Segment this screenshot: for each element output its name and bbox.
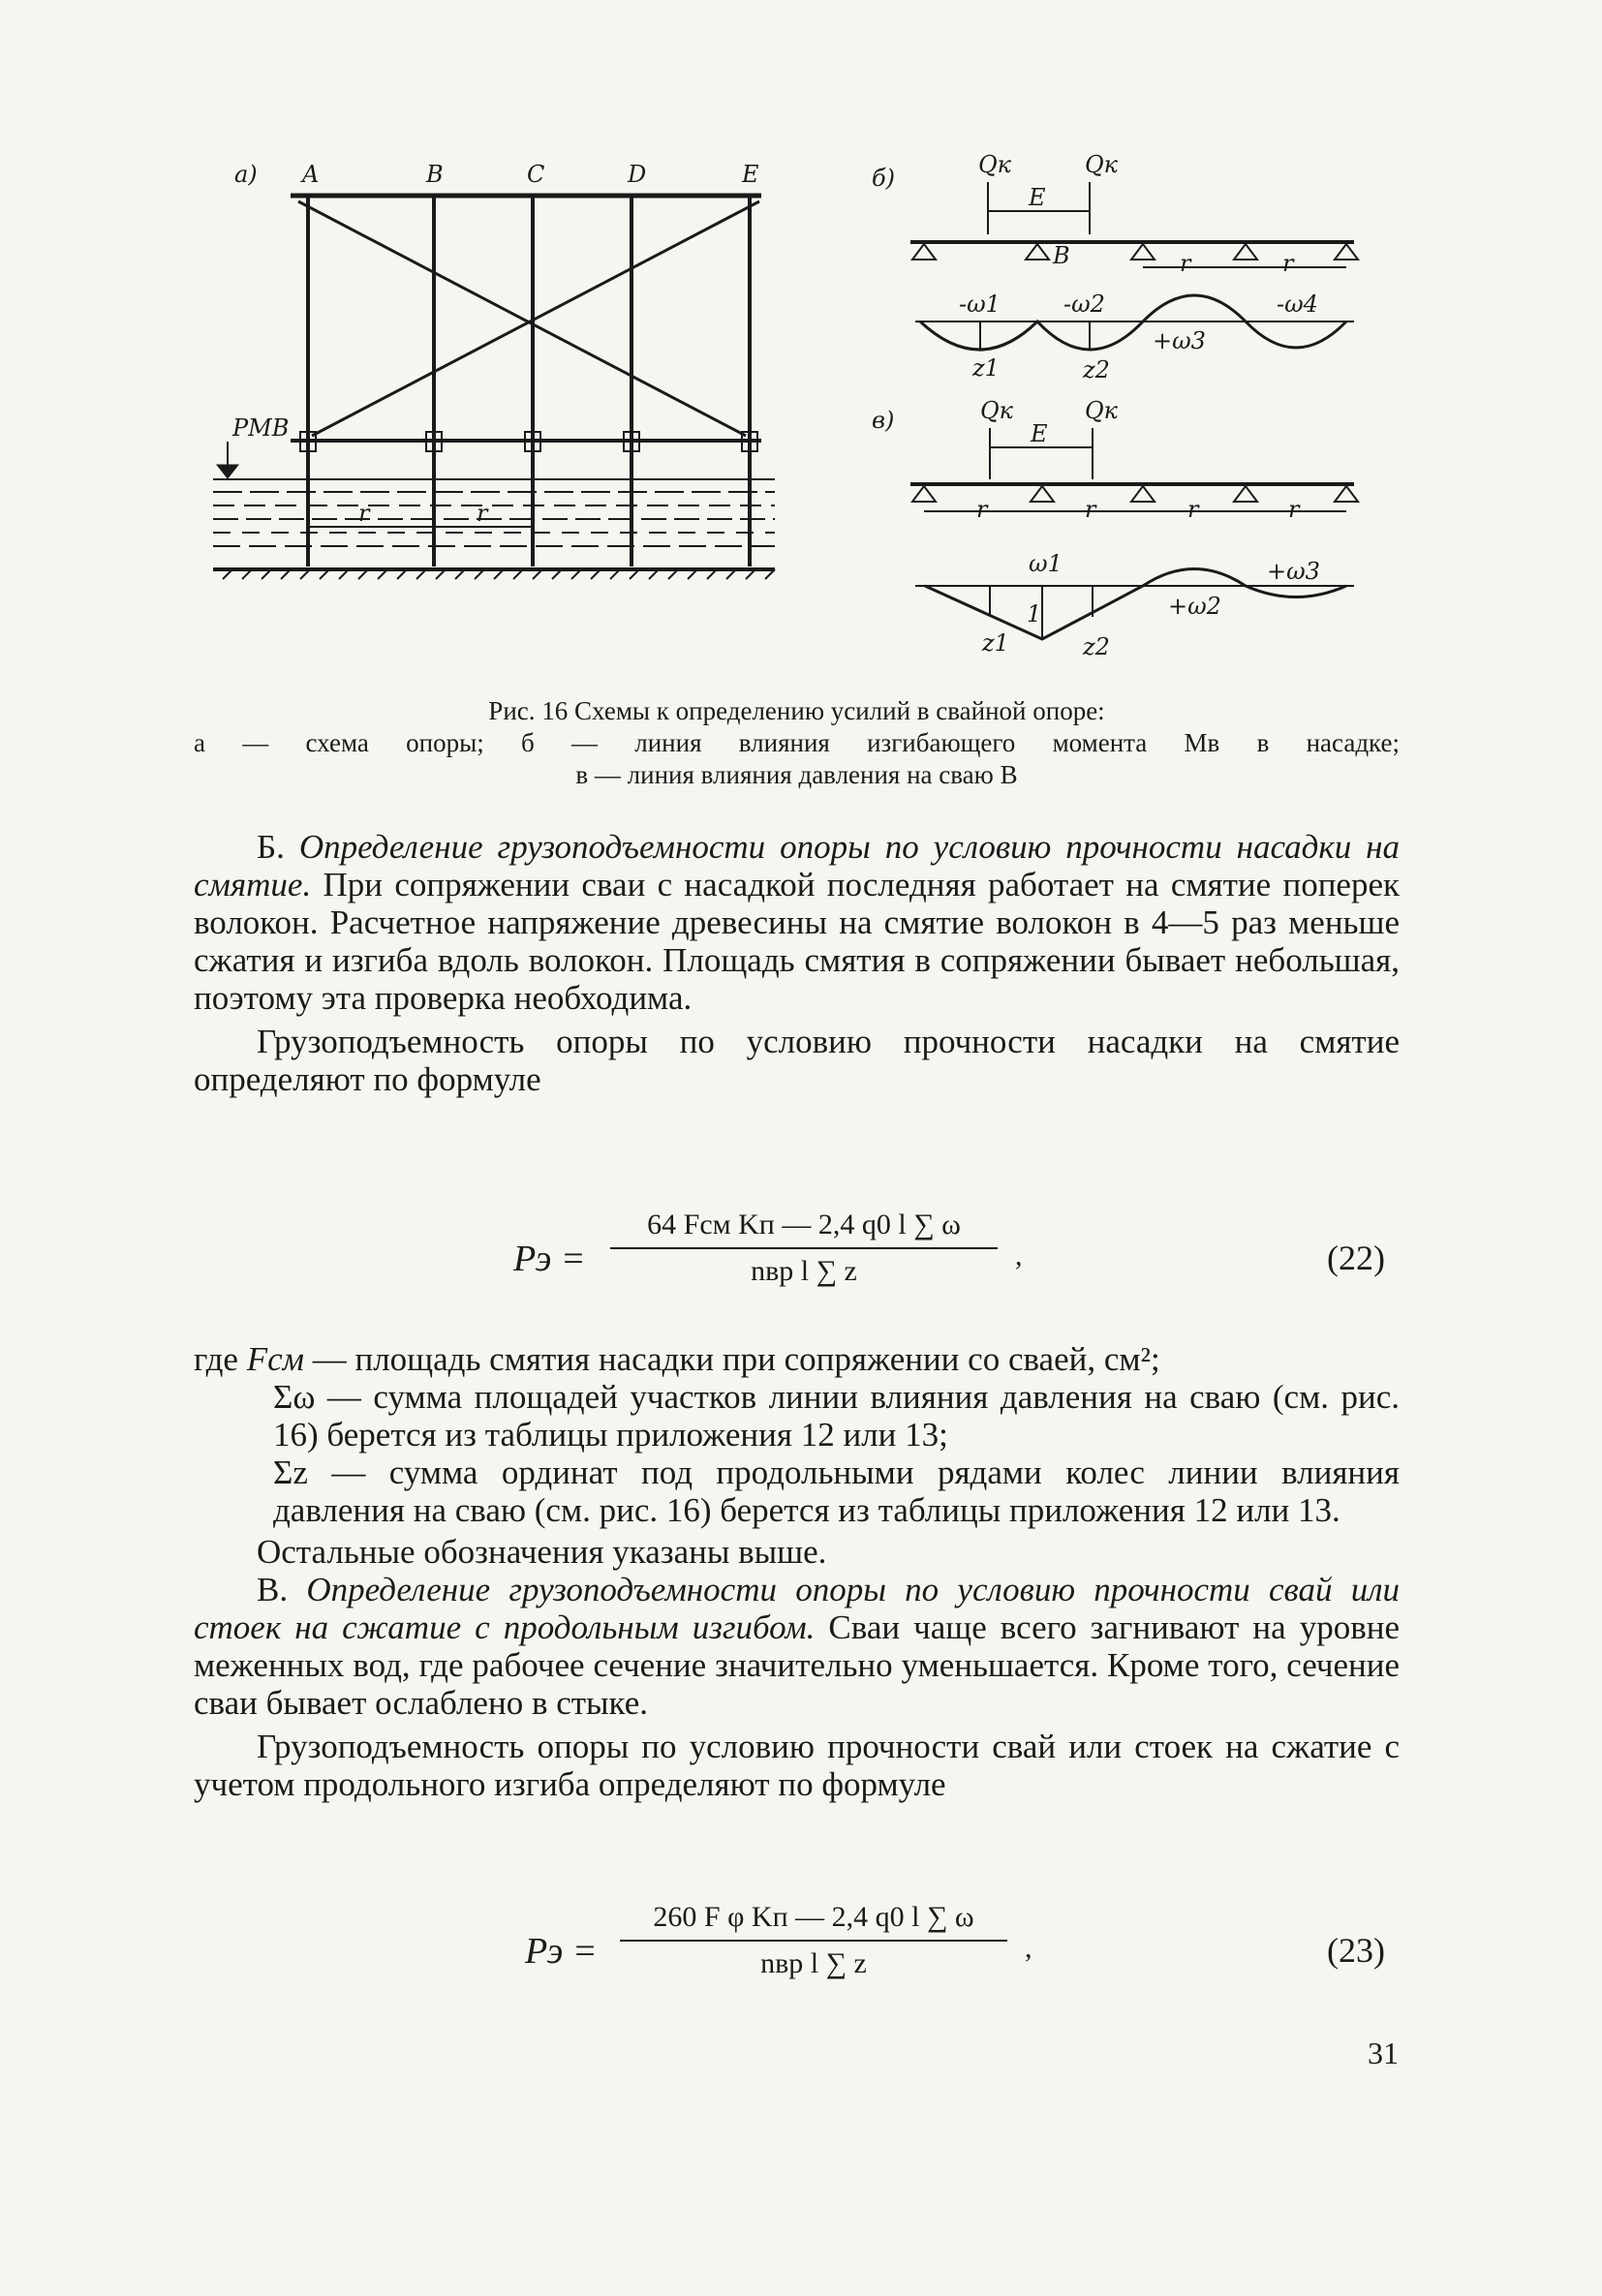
caption-line-2: а — схема опоры; б — линия влияния изгибающего момента Мв в насадке; (194, 728, 1400, 757)
label-b: б) (872, 165, 896, 192)
v-ordinate-2: z2 (1083, 633, 1110, 660)
definition-text-fsm: — площадь смятия насадки при сопряжении со сваей, см²; (303, 1340, 1160, 1378)
pile-label-c: C (527, 161, 545, 188)
definition-sum-z (194, 1454, 1400, 1529)
water-lines (213, 479, 775, 546)
definition-sum-omega (194, 1378, 1400, 1454)
formula-22-comma: , (1015, 1240, 1023, 1271)
pile-label-a: A (302, 161, 320, 188)
section-v-letter: В. (257, 1571, 289, 1608)
v-support-1-icon (912, 486, 936, 502)
formula-23-number: (23) (1327, 1931, 1385, 1970)
section-b-title: Определение грузоподъемности опоры по условию прочности насадки на смятие. (194, 828, 1400, 903)
b-support-1-icon (912, 244, 936, 260)
definition-fsm (194, 1340, 1400, 1378)
v-mark: 1 (1027, 600, 1042, 628)
b-support-3-icon (1131, 244, 1155, 260)
v-load-1: Qк (980, 397, 1014, 424)
section-v-paragraph (194, 1571, 1400, 1722)
section-b-paragraph (194, 828, 1400, 1017)
influence-line-b (872, 151, 1358, 383)
span-label-2: r (477, 500, 488, 527)
pile-label-e: E (742, 161, 759, 188)
water-level-label: РМВ (232, 414, 290, 442)
b-distance-label: E (1029, 184, 1046, 211)
definition-term-sum-omega: Σω (273, 1378, 316, 1416)
b-area-4: -ω4 (1277, 291, 1318, 318)
formula-22-denominator: nвр l ∑ z (751, 1255, 857, 1287)
formula-23-denominator: nвр l ∑ z (760, 1947, 867, 1979)
page-number: 31 (1368, 2036, 1399, 2070)
figure-16 (194, 145, 1404, 688)
formula-22-fraction (610, 1209, 998, 1288)
v-support-5-icon (1335, 486, 1358, 502)
v-span-label-1: r (976, 496, 988, 523)
section-v-title: Определение грузоподъемности опоры по условию прочности свай или стоек на сжатие с продольным изгибом. (194, 1571, 1400, 1646)
b-load-2: Qк (1085, 151, 1119, 178)
paragraph-formula-22-intro: Грузоподъемность опоры по условию прочности насадки на смятие определяют по формуле (194, 1023, 1400, 1098)
b-area-3: +ω3 (1153, 327, 1206, 354)
v-support-2-icon (1031, 486, 1054, 502)
section-b-letter: Б. (257, 828, 285, 866)
rest-notation-note: Остальные обозначения указаны выше. (257, 1533, 827, 1571)
formula-23-bar (620, 1940, 1007, 1942)
b-span-label-1: r (1180, 250, 1191, 277)
b-area-1: -ω1 (959, 291, 1001, 318)
figure-16-drawing (194, 145, 1404, 688)
b-load-1: Qк (978, 151, 1012, 178)
definitions-list (194, 1340, 1400, 1803)
section-b (194, 828, 1400, 1098)
water-level-triangle-icon (217, 465, 238, 478)
v-area-1: ω1 (1029, 550, 1063, 577)
definition-term-fsm: Fсм (246, 1340, 304, 1378)
brace-2 (312, 201, 759, 436)
formula-22-numerator: 64 Fсм Kп — 2,4 q0 l ∑ ω (647, 1209, 961, 1240)
v-area-2: +ω2 (1168, 593, 1221, 620)
formula-22-number: (22) (1327, 1239, 1385, 1277)
b-ordinate-1: z1 (972, 354, 1000, 382)
pile-label-b: B (426, 161, 444, 188)
b-support-4-icon (1234, 244, 1257, 260)
v-support-4-icon (1234, 486, 1257, 502)
v-area-3: +ω3 (1267, 558, 1320, 585)
definition-text-sum-z: — сумма ординат под продольными рядами колес линии влияния давления на сваю (см. рис. 16) берется из таблицы приложения 12 или 13. (273, 1454, 1400, 1529)
brace-1 (298, 201, 746, 436)
b-ordinate-2: z2 (1083, 356, 1110, 383)
formula-22 (194, 1201, 1400, 1327)
v-span-label-2: r (1085, 496, 1096, 523)
formula-23-fraction (620, 1901, 1007, 1980)
b-area-2: -ω2 (1063, 291, 1105, 318)
figure-caption (194, 695, 1400, 791)
formula-23-comma: , (1025, 1932, 1032, 1964)
paragraph-formula-23-intro: Грузоподъемность опоры по условию прочности свай или стоек на сжатие с учетом продольного изгиба определяют по формуле (194, 1728, 1400, 1803)
v-span-label-3: r (1187, 496, 1199, 523)
label-a: а) (234, 161, 258, 188)
caption-line-3: в — линия влияния давления на сваю В (575, 760, 1018, 789)
b-span-label-2: r (1282, 250, 1294, 277)
formula-23-numerator: 260 F φ Kп — 2,4 q0 l ∑ ω (653, 1901, 974, 1933)
formula-22-bar (610, 1247, 998, 1249)
label-v: в) (872, 407, 895, 434)
section-v-text: Сваи чаще всего загнивают на уровне меженных вод, где рабочее сечение значительно уменьшается. Кроме того, сечение сваи бывает ослаблено в стыке. (194, 1608, 1400, 1722)
caption-line-1: Рис. 16 Схемы к определению усилий в свайной опоре: (488, 696, 1105, 725)
definition-term-sum-z: Σz (273, 1454, 308, 1491)
pile-label-d: D (628, 161, 647, 188)
formula-22-lhs: Рэ = (513, 1239, 586, 1279)
definition-text-sum-omega: — сумма площадей участков линии влияния давления на сваю (см. рис. 16) берется из таблицы приложения 12 или 13; (273, 1378, 1400, 1454)
b-support-5-icon (1335, 244, 1358, 260)
v-ordinate-1: z1 (982, 629, 1009, 657)
span-label-1: r (358, 500, 370, 527)
v-support-3-icon (1131, 486, 1155, 502)
b-support-b-label: B (1053, 242, 1070, 269)
influence-line-v (872, 397, 1358, 660)
formula-23 (194, 1893, 1400, 2019)
pier-scheme-a (213, 161, 775, 579)
v-span-label-4: r (1288, 496, 1300, 523)
definitions-where: где (194, 1340, 238, 1378)
section-b-text: При сопряжении сваи с насадкой последняя работает на смятие поперек волокон. Расчетное напряжение древесины на смятие волокон в 4—5 раз меньше сжатия и изгиба вдоль волокон. Площадь смятия в сопряжении бывает небольшая, поэтому эта проверка необходима. (194, 866, 1400, 1017)
v-load-2: Qк (1085, 397, 1119, 424)
v-distance-label: E (1031, 420, 1048, 447)
b-support-2-icon (1026, 244, 1049, 260)
formula-23-lhs: Рэ = (525, 1931, 598, 1972)
